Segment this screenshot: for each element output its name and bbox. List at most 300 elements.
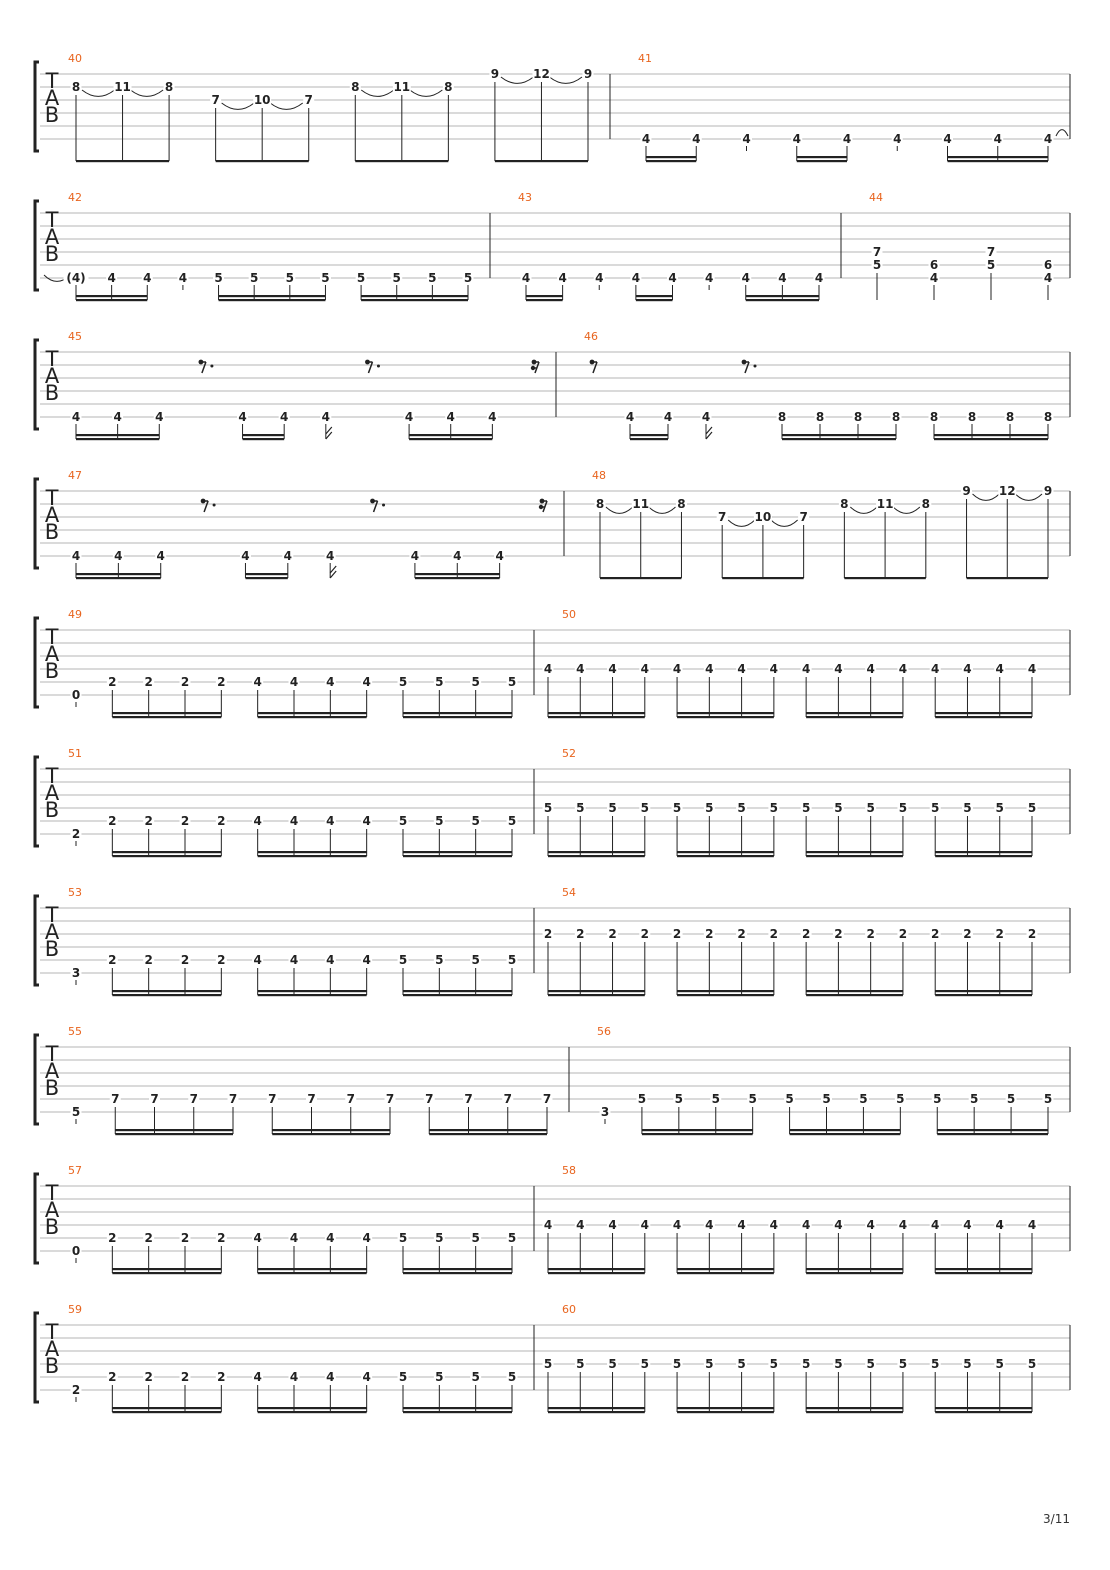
note-event [361, 675, 372, 717]
note-event [470, 1231, 481, 1273]
note-event [839, 497, 850, 578]
fret-number: 4 [453, 549, 462, 563]
note-beam [646, 160, 696, 162]
note-event [289, 1231, 300, 1273]
note-event [188, 1092, 199, 1134]
measure-number: 49 [68, 608, 82, 621]
note-beam [409, 438, 492, 440]
fret-number: 2 [144, 1231, 153, 1245]
measure-number: 52 [562, 747, 576, 760]
note-event [897, 1357, 908, 1412]
note-event [994, 1218, 1005, 1273]
fret-number: 5 [543, 1357, 553, 1371]
note-event [110, 1092, 121, 1134]
measure-59 [68, 1303, 518, 1413]
note-beam [526, 295, 563, 297]
note-event [595, 497, 606, 578]
note-beam [429, 1133, 547, 1135]
note-flag [326, 427, 332, 439]
note-event [443, 80, 454, 161]
fret-number: 9 [962, 484, 971, 498]
note-event [434, 1231, 445, 1273]
note-event [143, 1370, 154, 1412]
fret-number: 5 [737, 801, 746, 815]
tab-clef-letter: A [44, 1198, 60, 1222]
fret-number: 5 [931, 801, 940, 815]
fret-number: 8 [891, 410, 901, 424]
note-beam [429, 1129, 547, 1131]
fret-number: 2 [144, 675, 153, 689]
note-event [289, 814, 300, 856]
note-event [1027, 801, 1038, 856]
note-event [393, 80, 411, 161]
fret-number: 4 [929, 271, 939, 285]
note-event [325, 814, 336, 856]
fret-number: 4 [995, 662, 1004, 676]
fret-number: 4 [326, 675, 335, 689]
note-beam [355, 160, 448, 162]
fret-number: 4 [178, 271, 188, 285]
fret-number: 5 [507, 1370, 517, 1384]
note-event [575, 662, 586, 717]
fret-number: 2 [963, 927, 972, 941]
fret-number: 5 [435, 1370, 444, 1384]
measure-44 [869, 191, 1054, 300]
note-beam [548, 1407, 645, 1409]
note-event [470, 1370, 481, 1412]
measure-number: 40 [68, 52, 82, 65]
fret-number: 6 [929, 258, 939, 272]
note-beam [258, 1268, 367, 1270]
fret-number: 6 [1043, 258, 1053, 272]
note-event [398, 953, 409, 995]
measure-number: 57 [68, 1164, 82, 1177]
note-event [543, 927, 554, 995]
fret-number: 5 [507, 814, 517, 828]
measure-49 [68, 608, 518, 718]
fret-number: 4 [625, 410, 635, 424]
fret-number: 5 [769, 801, 779, 815]
fret-number: 4 [834, 1218, 843, 1232]
note-event [962, 662, 973, 717]
note-event [801, 1218, 812, 1273]
measure-number: 58 [562, 1164, 576, 1177]
slur-arc [501, 77, 534, 83]
note-event [639, 662, 650, 717]
fret-number: 7 [307, 1092, 316, 1106]
note-beam [642, 1129, 753, 1131]
fret-number: 4 [326, 1231, 335, 1245]
note-event [575, 927, 586, 995]
note-beam [844, 577, 925, 579]
note-beam [403, 1407, 512, 1409]
note-event [434, 675, 445, 717]
system-bracket [35, 201, 39, 290]
note-event [865, 1357, 876, 1412]
fret-number: 9 [1043, 484, 1053, 498]
note-event [672, 801, 683, 856]
note-beam [409, 434, 492, 436]
note-event [289, 953, 300, 995]
fret-number: 5 [214, 271, 223, 285]
note-event [325, 675, 336, 717]
note-event [754, 510, 772, 578]
fret-number: 8 [164, 80, 174, 94]
fret-number: 4 [326, 549, 335, 563]
note-event [607, 1218, 618, 1273]
fret-number: 9 [490, 67, 500, 81]
note-event [575, 1357, 586, 1412]
note-beam [258, 716, 367, 718]
fret-number: 11 [632, 497, 650, 511]
note-beam [245, 573, 287, 575]
fret-number: 5 [674, 1092, 684, 1106]
rest-augmentation-dot [754, 365, 757, 368]
note-beam [403, 990, 512, 992]
note-event [398, 814, 409, 856]
fret-number: 5 [672, 801, 682, 815]
fret-number: 2 [576, 927, 585, 941]
fret-number: 2 [108, 814, 117, 828]
note-event [1006, 1092, 1017, 1134]
note-event [639, 927, 650, 995]
note-event [71, 1244, 82, 1263]
note-beam [790, 1133, 901, 1135]
tab-system [35, 52, 1070, 162]
tab-clef-letter: B [44, 798, 60, 822]
note-event [361, 1370, 372, 1412]
note-event [897, 927, 908, 995]
note-event [747, 1092, 758, 1134]
note-event [865, 1218, 876, 1273]
fret-number: 5 [705, 801, 714, 815]
note-beam [935, 716, 1032, 718]
measure-number: 46 [584, 330, 598, 343]
rest-eighth-dotted [201, 499, 216, 512]
fret-number: 4 [741, 271, 750, 285]
slur-arc [270, 103, 303, 109]
note-event [986, 245, 997, 300]
note-event [180, 953, 191, 995]
fret-number: 4 [155, 410, 164, 424]
note-beam [935, 1407, 1032, 1409]
fret-number: 8 [853, 410, 863, 424]
tab-clef [45, 625, 60, 683]
note-beam [548, 990, 645, 992]
fret-number: 5 [896, 1092, 905, 1106]
note-event [961, 484, 972, 578]
note-beam [258, 1407, 367, 1409]
system-bracket [35, 479, 39, 568]
fret-number: 4 [641, 132, 651, 146]
fret-number: 4 [326, 814, 335, 828]
fret-number: 4 [801, 662, 811, 676]
fret-number: 4 [631, 271, 641, 285]
fret-number: 5 [398, 953, 408, 967]
note-event [865, 927, 876, 995]
tab-clef-letter: A [44, 1337, 60, 1361]
tab-clef-letter: T [45, 347, 59, 371]
fret-number: 2 [898, 927, 908, 941]
note-event [920, 497, 931, 578]
tab-clef-letter: A [44, 642, 60, 666]
rest-augmentation-dot [210, 365, 213, 368]
tab-clef-letter: T [45, 625, 59, 649]
note-event [636, 1092, 647, 1134]
slur-arc [549, 77, 582, 83]
note-event [149, 1092, 160, 1134]
note-beam [76, 160, 169, 162]
note-event [639, 1357, 650, 1412]
fret-number: 8 [71, 80, 81, 94]
note-beam [948, 156, 1049, 158]
fret-number: 4 [495, 549, 504, 563]
note-beam [403, 851, 512, 853]
fret-number: 4 [769, 662, 779, 676]
fret-number: 5 [866, 801, 875, 815]
note-beam [361, 299, 468, 301]
note-event [71, 688, 82, 707]
tab-clef [45, 1181, 60, 1239]
tab-clef-letter: A [44, 920, 60, 944]
fret-number: 5 [471, 953, 480, 967]
note-event [107, 814, 118, 856]
fret-number: 4 [1043, 271, 1053, 285]
note-event [434, 1370, 445, 1412]
note-beam [935, 851, 1032, 853]
note-beam [403, 716, 512, 718]
page-number: 3/11 [1043, 1512, 1070, 1526]
note-event [143, 953, 154, 995]
note-flag [706, 427, 712, 439]
note-event [607, 801, 618, 856]
fret-number: 10 [253, 93, 271, 107]
note-event [736, 927, 747, 995]
note-beam [112, 851, 221, 853]
tab-clef-letter: B [44, 520, 60, 544]
fret-number: 4 [543, 662, 553, 676]
note-event [543, 1218, 554, 1273]
fret-number: 5 [398, 814, 408, 828]
fret-number: 5 [1006, 1092, 1016, 1106]
fret-number: 4 [410, 549, 420, 563]
note-event [930, 927, 941, 995]
measure-number: 41 [638, 52, 652, 65]
note-event [253, 93, 271, 161]
fret-number: 4 [107, 271, 116, 285]
note-event [876, 497, 894, 578]
slur-arc [82, 90, 115, 96]
fret-number: 8 [444, 80, 453, 94]
note-event [575, 1218, 586, 1273]
note-event [180, 1370, 191, 1412]
fret-number: 5 [872, 258, 882, 272]
measure-number: 56 [597, 1025, 611, 1038]
measure-60 [543, 1303, 1038, 1413]
note-event [833, 1357, 844, 1412]
measure-48 [592, 469, 1054, 579]
fret-number: 12 [533, 67, 550, 81]
note-beam [646, 156, 696, 158]
note-beam [258, 1272, 367, 1274]
slur-arc [410, 90, 443, 96]
note-event [994, 927, 1005, 995]
tab-clef-letter: A [44, 503, 60, 527]
fret-number: 7 [542, 1092, 552, 1106]
note-beam [112, 1411, 221, 1413]
fret-number: 5 [859, 1092, 868, 1106]
note-beam [403, 1411, 512, 1413]
tab-clef-letter: B [44, 659, 60, 683]
note-event [543, 662, 554, 717]
measure-number: 60 [562, 1303, 576, 1316]
fret-number: 2 [144, 814, 153, 828]
tab-clef-letter: T [45, 903, 59, 927]
tab-clef-letter: B [44, 937, 60, 961]
fret-number: 8 [840, 497, 849, 511]
fret-number: 2 [217, 953, 226, 967]
tab-clef [45, 347, 60, 405]
fret-number: 7 [872, 245, 882, 259]
tab-system [35, 330, 1070, 440]
note-beam [677, 1407, 774, 1409]
measure-number: 50 [562, 608, 576, 621]
note-event [143, 675, 154, 717]
fret-number: 4 [866, 1218, 875, 1232]
note-event [704, 927, 715, 995]
fret-number: 5 [963, 801, 972, 815]
note-event [929, 258, 940, 300]
tab-clef-letter: B [44, 381, 60, 405]
fret-number: 4 [701, 410, 711, 424]
measure-number: 47 [68, 469, 82, 482]
fret-number: 7 [228, 1092, 238, 1106]
note-event [434, 814, 445, 856]
note-event [704, 662, 715, 717]
fret-number: 7 [211, 93, 220, 107]
note-event [71, 1383, 82, 1402]
note-event [71, 1105, 82, 1124]
tab-clef-letter: B [44, 103, 60, 127]
fret-number: 4 [143, 271, 152, 285]
fret-number: 4 [769, 1218, 779, 1232]
fret-number: 4 [963, 662, 972, 676]
fret-number: 5 [507, 675, 517, 689]
note-beam [967, 577, 1048, 579]
note-event [833, 801, 844, 856]
note-beam [112, 712, 221, 714]
note-event [607, 1357, 618, 1412]
fret-number: 2 [144, 1370, 153, 1384]
fret-number: 5 [834, 1357, 843, 1371]
note-event [216, 1231, 227, 1273]
system-bracket [35, 1174, 39, 1263]
note-beam [258, 990, 367, 992]
fret-number: 5 [285, 271, 294, 285]
note-beam [937, 1129, 1048, 1131]
fret-number: 4 [362, 1370, 371, 1384]
tab-clef-letter: B [44, 1215, 60, 1239]
note-event [361, 1231, 372, 1273]
note-beam [272, 1133, 390, 1135]
fret-number: 8 [677, 497, 686, 511]
fret-number: 7 [464, 1092, 473, 1106]
fret-number: 5 [576, 1357, 585, 1371]
fret-number: 5 [822, 1092, 831, 1106]
tab-clef-letter: A [44, 364, 60, 388]
tab-clef-letter: T [45, 208, 59, 232]
fret-number: 2 [931, 927, 940, 941]
fret-number: 5 [392, 271, 401, 285]
note-beam [548, 855, 645, 857]
note-beam [548, 716, 645, 718]
fret-number: 2 [108, 675, 117, 689]
note-event [736, 1357, 747, 1412]
fret-number: 2 [180, 814, 190, 828]
fret-number: 4 [404, 410, 414, 424]
fret-number: 4 [326, 953, 335, 967]
fret-number: 4 [543, 1218, 553, 1232]
note-beam [548, 1272, 645, 1274]
measure-58 [543, 1164, 1038, 1274]
fret-number: 2 [866, 927, 875, 941]
rest-sixteenth [531, 360, 539, 373]
fret-number: 2 [108, 1370, 117, 1384]
tab-clef [45, 903, 60, 961]
note-beam [112, 716, 221, 718]
note-event [672, 1357, 683, 1412]
note-beam [806, 851, 903, 853]
fret-number: 4 [705, 662, 714, 676]
note-beam [112, 994, 221, 996]
measure-number: 44 [869, 191, 883, 204]
fret-number: 4 [898, 1218, 908, 1232]
note-beam [258, 994, 367, 996]
tab-clef-letter: A [44, 1059, 60, 1083]
fret-number: 2 [737, 927, 746, 941]
note-beam [630, 434, 668, 436]
note-event [994, 662, 1005, 717]
fret-number: 4 [1043, 132, 1053, 146]
fret-number: 4 [253, 953, 262, 967]
measure-51 [68, 747, 518, 857]
fret-number: 7 [503, 1092, 512, 1106]
fret-number: 5 [933, 1092, 942, 1106]
fret-number: 5 [866, 1357, 875, 1371]
note-beam [219, 295, 326, 297]
tab-clef-letter: T [45, 486, 59, 510]
note-beam [677, 1268, 774, 1270]
fret-number: 5 [471, 1231, 480, 1245]
fret-number: 4 [1027, 662, 1037, 676]
fret-number: 3 [71, 966, 81, 980]
note-beam [636, 299, 673, 301]
tab-clef-letter: T [45, 764, 59, 788]
fret-number: 4 [963, 1218, 972, 1232]
rest-sixteenth [539, 499, 547, 512]
slur-arc [1015, 494, 1042, 500]
slur-arc [893, 507, 920, 513]
fret-number: 7 [718, 510, 727, 524]
measure-53 [68, 886, 518, 996]
fret-number: 7 [346, 1092, 355, 1106]
fret-number: 4 [253, 1231, 262, 1245]
system-bracket [35, 757, 39, 846]
fret-number: 5 [986, 258, 996, 272]
fret-number: 2 [705, 927, 714, 941]
note-event [507, 1231, 518, 1273]
note-event [962, 927, 973, 995]
